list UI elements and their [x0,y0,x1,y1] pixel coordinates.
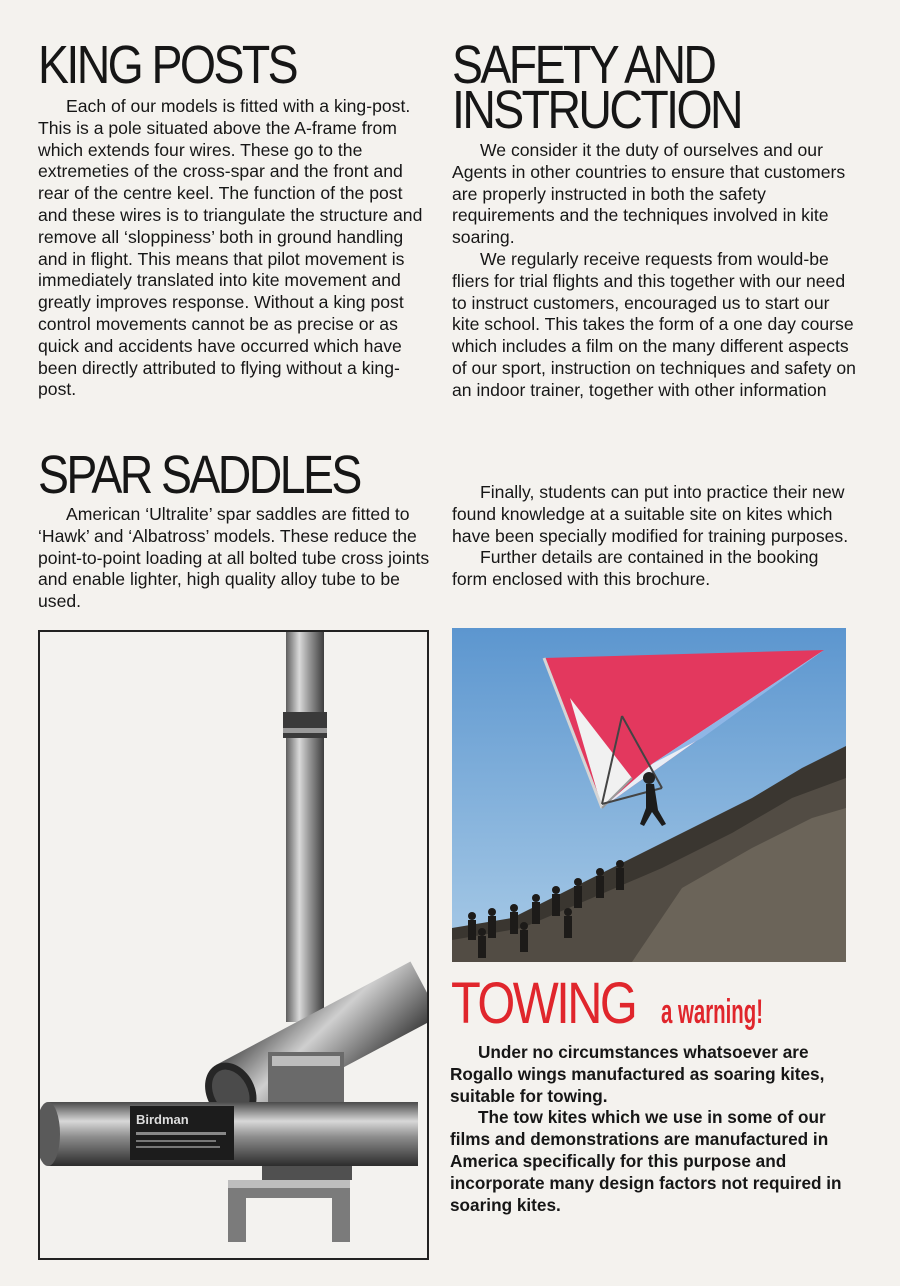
hang-glider-photo [452,628,846,962]
towing-paragraph: Under no circumstances whatsoever are Rogallo wings manufactured as soaring kites, suitable for towing. [450,1042,825,1106]
towing-text [450,1042,854,1216]
king-posts-heading: KING POSTS [38,35,297,95]
spar-saddle-photo [38,630,429,1260]
king-posts-paragraph: Each of our models is fitted with a king-post. This is a pole situated above the A-frame from which extends four wires. These go to the extremeties of the cross-spar and the front and rear of the centre keel. The function of the post and these wires is to triangulate the structure and remove all ‘sloppiness’ both in ground handling and in flight. This means that pilot movement is immediately translated into kite movement and greatly improves response. Without a king post control movements cannot be as precise or as quick and accidents have occurred which have been directly attributed to flying without a king-post. [38,96,423,400]
spar-saddle-illustration [40,632,427,1258]
spar-saddles-heading: SPAR SADDLES [38,445,360,505]
hang-glider-scene [452,628,846,962]
spar-saddles-text [38,504,430,613]
safety-paragraph: Finally, students can put into practice their new found knowledge at a suitable site on kites which have been specially modified for training purposes. [452,482,849,546]
saddle-label-brand: Birdman [136,1112,189,1127]
towing-subtitle: a warning! [661,993,764,1031]
spar-saddles-paragraph: American ‘Ultralite’ spar saddles are fitted to ‘Hawk’ and ‘Albatross’ models. These reduce the point-to-point loading at all bolted tube cross joints and enable lighter, high quality alloy tube to be used. [38,504,430,612]
safety-heading-line1: SAFETY AND [452,35,715,95]
safety-text-continued [452,482,852,591]
towing-title: TOWING [451,971,636,1036]
safety-paragraph: We consider it the duty of ourselves and our Agents in other countries to ensure that customers are properly instructed in both the safety requirements and the techniques involved in kite soaring. [452,140,846,248]
safety-paragraph: We regularly receive requests from would-be fliers for trial flights and this together with our need to instruct customers, encouraged us to start our kite school. This takes the form of a one day course which includes a film on the many different aspects of our sport, instruction on techniques and safety on an indoor trainer, together with other information [452,248,856,400]
safety-text [452,140,860,402]
towing-heading [451,970,831,1037]
safety-paragraph: Further details are contained in the booking form enclosed with this brochure. [452,547,819,590]
towing-paragraph: The tow kites which we use in some of our films and demonstrations are manufactured in America specifically for this purpose and incorporate many design factors not required in soaring kites. [450,1107,842,1215]
king-posts-text [38,96,432,401]
safety-heading-line2: INSTRUCTION [452,80,741,140]
